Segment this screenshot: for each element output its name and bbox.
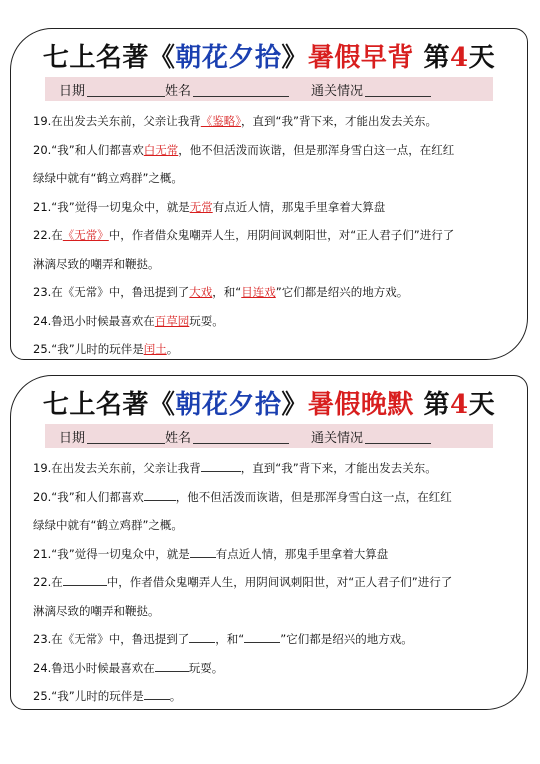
book-title: 朝花夕拾 <box>175 43 282 73</box>
morning-recite-card <box>10 28 528 360</box>
question-22: 22.在《无常》中，作者借众鬼嘲弄人生，用阴间讽刺阳世，对“正人君子们”进行了 <box>33 228 455 242</box>
mode-label: 暑假晚默 <box>307 390 414 420</box>
card-title: 七上名著《朝花夕拾》暑假早背 第4天 <box>42 43 496 73</box>
date-label: 日期 <box>59 83 86 99</box>
name-field[interactable] <box>193 82 289 97</box>
mode-label: 暑假早背 <box>307 43 414 73</box>
question-23: 23.在《无常》中，鲁迅提到了 ，和“ ”它们都是绍兴的地方戏。 <box>33 632 413 646</box>
card-title: 七上名著《朝花夕拾》暑假晚默 第4天 <box>42 390 496 420</box>
answer-blank[interactable] <box>244 630 280 643</box>
answer: 白无常 <box>143 142 179 157</box>
question-19: 19.在出发去关东前，父亲让我背 ，直到“我”背下来，才能出发去关东。 <box>33 461 437 475</box>
date-field[interactable] <box>87 82 165 97</box>
question-23: 23.在《无常》中，鲁迅提到了大戏，和“目连戏”它们都是绍兴的地方戏。 <box>33 285 409 299</box>
answer-blank[interactable] <box>155 659 189 672</box>
status-field[interactable] <box>365 429 431 444</box>
day-number: 4 <box>450 43 469 73</box>
info-bar <box>45 77 493 101</box>
answer: 百草园 <box>154 313 190 328</box>
answer-blank[interactable] <box>201 459 241 472</box>
name-label: 姓名 <box>165 83 192 99</box>
answer-blank[interactable] <box>63 573 107 586</box>
question-21: 21.“我”觉得一切鬼众中，就是无常有点近人情，那鬼手里拿着大算盘 <box>33 199 386 214</box>
name-label: 姓名 <box>165 430 192 446</box>
question-20: 20.“我”和人们都喜欢 ，他不但活泼而诙谐，但是那浑身雪白这一点，在红红 <box>33 489 452 504</box>
date-field[interactable] <box>87 429 165 444</box>
question-21: 21.“我”觉得一切鬼众中，就是 有点近人情，那鬼手里拿着大算盘 <box>33 546 389 561</box>
status-field[interactable] <box>365 82 431 97</box>
answer: 无常 <box>189 199 213 214</box>
question-24: 24.鲁迅小时候最喜欢在百草园玩耍。 <box>33 313 224 328</box>
status-label: 通关情况 <box>311 430 364 446</box>
book-title: 朝花夕拾 <box>175 390 282 420</box>
date-label: 日期 <box>59 430 86 446</box>
info-bar <box>45 424 493 448</box>
question-22-cont: 淋漓尽致的嘲弄和鞭挞。 <box>33 603 160 618</box>
question-20-cont: 绿绿中就有“鹤立鸡群”之概。 <box>33 171 183 185</box>
answer: 大戏 <box>189 285 213 299</box>
answer: 目连戏 <box>241 285 276 299</box>
question-22-cont: 淋漓尽致的嘲弄和鞭挞。 <box>33 256 160 271</box>
answer-blank[interactable] <box>189 630 215 643</box>
question-24: 24.鲁迅小时候最喜欢在 玩耍。 <box>33 660 224 675</box>
question-22: 22.在 中，作者借众鬼嘲弄人生，用阴间讽刺阳世，对“正人君子们”进行了 <box>33 575 453 589</box>
question-25: 25.“我”儿时的玩伴是闰土。 <box>33 342 179 356</box>
answer: 《鉴略》 <box>200 114 242 128</box>
name-field[interactable] <box>193 429 289 444</box>
question-20: 20.“我”和人们都喜欢白无常，他不但活泼而诙谐，但是那浑身雪白这一点，在红红 <box>33 142 455 157</box>
question-19: 19.在出发去关东前，父亲让我背《鉴略》，直到“我”背下来，才能出发去关东。 <box>33 114 437 128</box>
answer-blank[interactable] <box>144 687 170 700</box>
answer-blank[interactable] <box>190 545 216 558</box>
question-20-cont: 绿绿中就有“鹤立鸡群”之概。 <box>33 518 183 532</box>
answer: 闰土 <box>143 342 167 356</box>
status-label: 通关情况 <box>311 83 364 99</box>
question-25: 25.“我”儿时的玩伴是 。 <box>33 689 182 703</box>
question-list <box>33 107 511 364</box>
day-number: 4 <box>450 390 469 420</box>
answer: 《无常》 <box>62 228 109 242</box>
answer-blank[interactable] <box>144 488 176 501</box>
evening-dictation-card <box>10 375 528 710</box>
question-list <box>33 454 511 711</box>
